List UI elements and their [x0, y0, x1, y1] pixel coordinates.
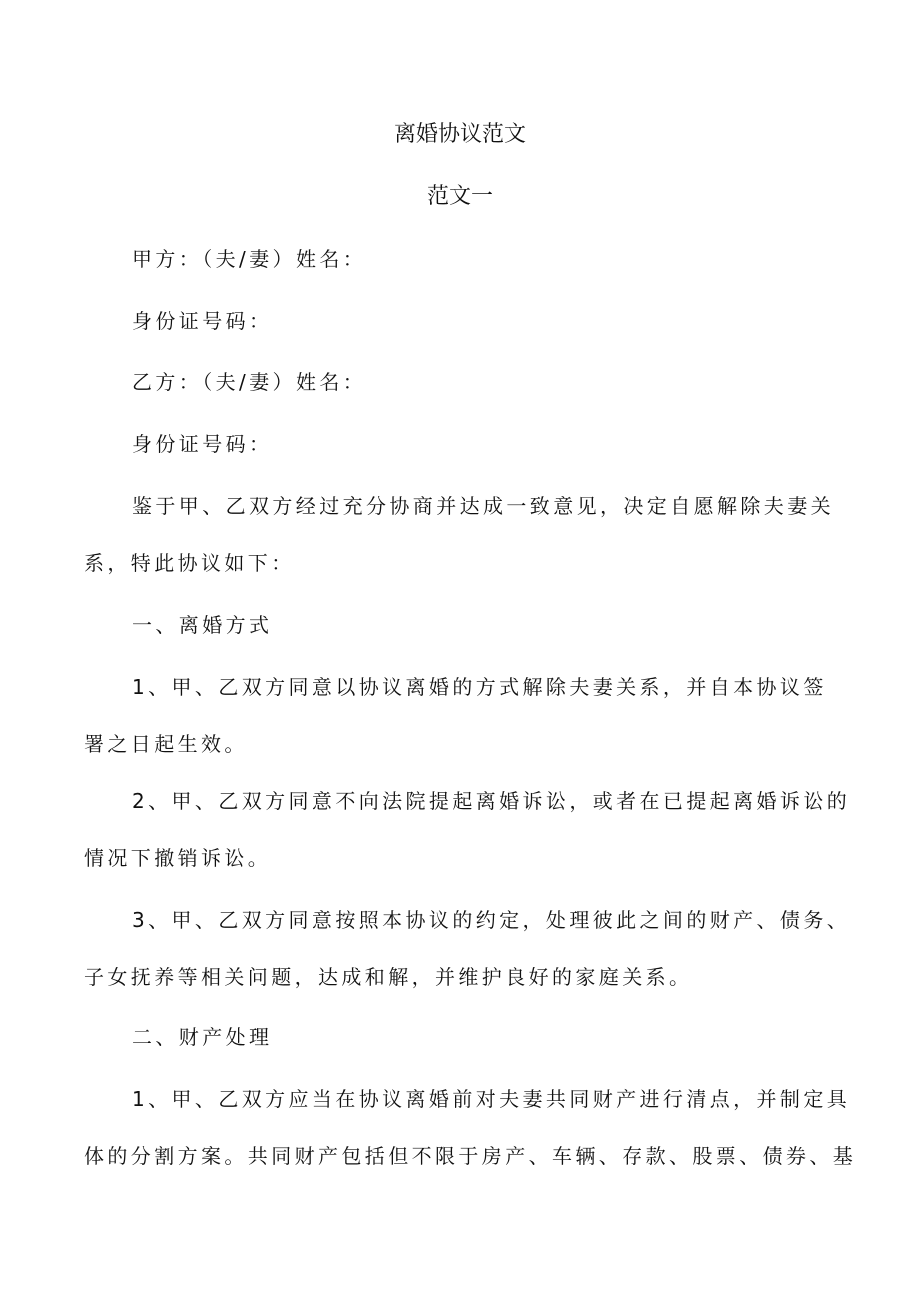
- preamble-line-1: 鉴于甲、乙双方经过充分协商并达成一致意见，决定自愿解除夫妻关: [132, 494, 834, 518]
- clause-1-1-line-1: 1、甲、乙双方同意以协议离婚的方式解除夫妻关系，并自本协议签: [132, 675, 827, 699]
- party-b-id-line: 身份证号码：: [132, 432, 273, 456]
- section-2-heading: 二、财产处理: [132, 1025, 273, 1049]
- clause-1-3-line-1: 3、甲、乙双方同意按照本协议的约定，处理彼此之间的财产、债务、: [132, 908, 851, 932]
- clause-1-2-line-1: 2、甲、乙双方同意不向法院提起离婚诉讼，或者在已提起离婚诉讼的: [132, 789, 851, 813]
- clause-1-1-line-2: 署之日起生效。: [84, 732, 248, 756]
- clause-2-1-line-1: 1、甲、乙双方应当在协议离婚前对夫妻共同财产进行清点，并制定具: [132, 1087, 851, 1111]
- clause-1-3-line-2: 子女抚养等相关问题，达成和解，并维护良好的家庭关系。: [84, 965, 693, 989]
- document-title: 离婚协议范文: [393, 122, 526, 147]
- document-subtitle: 范文一: [426, 184, 493, 209]
- party-b-name-line: 乙方：（夫/妻）姓名：: [132, 370, 367, 394]
- section-1-heading: 一、离婚方式: [132, 613, 273, 637]
- party-a-name-line: 甲方：（夫/妻）姓名：: [132, 247, 367, 271]
- clause-2-1-line-2: 体的分割方案。共同财产包括但不限于房产、车辆、存款、股票、债券、基: [84, 1144, 857, 1168]
- party-a-id-line: 身份证号码：: [132, 309, 273, 333]
- preamble-line-2: 系，特此协议如下：: [84, 551, 295, 575]
- clause-1-2-line-2: 情况下撤销诉讼。: [84, 846, 272, 870]
